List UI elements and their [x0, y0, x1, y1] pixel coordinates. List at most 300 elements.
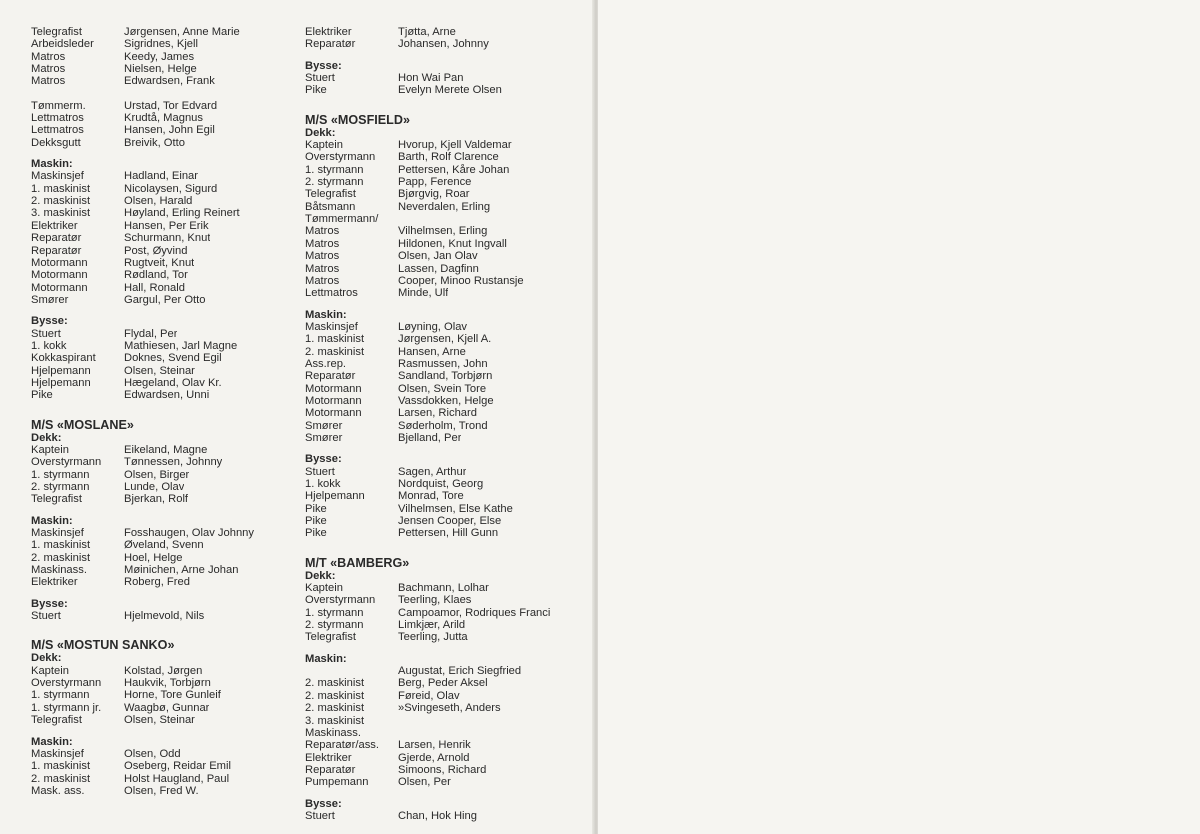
crew-row: [31, 195, 293, 207]
crew-row: [31, 377, 293, 389]
crew-row: [31, 137, 293, 149]
crew-role: Telegrafist: [305, 631, 356, 644]
crew-row: [31, 773, 293, 785]
crew-group: [31, 748, 293, 797]
crew-row: [305, 383, 590, 395]
crew-row: [305, 582, 590, 594]
crew-name: Larsen, Henrik: [398, 739, 471, 752]
crew-row: [31, 785, 293, 797]
crew-name: Oseberg, Reidar Emil: [124, 760, 231, 773]
crew-role: 1. styrmann: [31, 689, 90, 702]
crew-name: Olsen, Steinar: [124, 364, 195, 377]
crew-role: Stuert: [31, 327, 61, 340]
crew-row: [305, 176, 590, 188]
crew-row: [31, 665, 293, 677]
crew-row: [305, 72, 590, 84]
crew-row: [305, 370, 590, 382]
crew-row: [31, 245, 293, 257]
crew-name: Hildonen, Knut Ingvall: [398, 237, 507, 250]
crew-role: Motormann: [31, 269, 88, 282]
crew-role: Maskinass.: [31, 564, 87, 577]
crew-group: [31, 328, 293, 402]
crew-role: Matros: [31, 63, 66, 76]
crew-row: [305, 478, 590, 490]
crew-role: 2. maskinist: [305, 345, 365, 358]
department-heading: Bysse:: [31, 597, 68, 610]
crew-row: [31, 456, 293, 468]
crew-role: [305, 665, 398, 677]
crew-name: Breivik, Otto: [124, 136, 185, 149]
department-heading: Dekk:: [305, 126, 336, 139]
crew-role: Tømmerm.: [31, 99, 86, 112]
crew-name: Olsen, Fred W.: [124, 784, 199, 797]
crew-name: Høyland, Erling Reinert: [124, 207, 240, 220]
crew-group: [305, 26, 590, 51]
crew-role: Matros: [305, 262, 340, 275]
crew-row: [31, 170, 293, 182]
crew-row: [31, 539, 293, 551]
crew-role: Lettmatros: [31, 112, 84, 125]
crew-group: [305, 810, 590, 822]
crew-name: Vassdokken, Helge: [398, 394, 494, 407]
crew-name: Teerling, Klaes: [398, 594, 472, 607]
crew-name: Hansen, John Egil: [124, 124, 215, 137]
department-heading: Maskin:: [31, 514, 73, 527]
crew-name: Sagen, Arthur: [398, 465, 467, 478]
crew-role: Reparatør: [305, 370, 356, 383]
crew-name: Barth, Rolf Clarence: [398, 151, 499, 164]
crew-row: [305, 164, 590, 176]
crew-role: 2. maskinist: [305, 677, 365, 690]
crew-group: [31, 610, 293, 622]
department-heading: Maskin:: [31, 158, 73, 171]
crew-role: Reparatør: [305, 763, 356, 776]
crew-role: Smører: [305, 431, 343, 444]
crew-role: Smører: [31, 293, 69, 306]
crew-name: Hansen, Per Erik: [124, 219, 209, 232]
crew-role: Kaptein: [31, 664, 69, 677]
crew-row: [305, 739, 590, 751]
crew-name: Papp, Ference: [398, 176, 472, 189]
crew-name: Berg, Peder Aksel: [398, 677, 488, 690]
crew-row: [31, 112, 293, 124]
crew-name: Simoons, Richard: [398, 763, 487, 776]
crew-role: Tømmermann/: [305, 213, 379, 226]
crew-row: [31, 269, 293, 281]
crew-role: Hjelpemann: [31, 364, 91, 377]
crew-name: Keedy, James: [124, 50, 195, 63]
crew-name: Hansen, Arne: [398, 345, 466, 358]
department-heading: Dekk:: [305, 569, 336, 582]
crew-name: Schurmann, Knut: [124, 232, 211, 245]
crew-row: [31, 340, 293, 352]
crew-name: Horne, Tore Gunleif: [124, 689, 221, 702]
crew-role: Reparatør: [31, 244, 82, 257]
crew-name: Pettersen, Hill Gunn: [398, 527, 499, 540]
crew-role: 1. styrmann: [31, 468, 90, 481]
crew-row: [31, 75, 293, 87]
crew-name: Pettersen, Kåre Johan: [398, 163, 510, 176]
crew-role: Arbeidsleder: [31, 38, 94, 51]
crew-role: 1. maskinist: [31, 760, 91, 773]
crew-name: Hjelmevold, Nils: [124, 610, 205, 623]
crew-name: Doknes, Svend Egil: [124, 352, 222, 365]
crew-row: [31, 257, 293, 269]
crew-role: Overstyrmann: [305, 151, 376, 164]
crew-name: Monrad, Tore: [398, 490, 464, 503]
department-heading: Maskin:: [305, 652, 347, 665]
crew-name: Sigridnes, Kjell: [124, 38, 198, 51]
crew-row: [31, 328, 293, 340]
crew-name: Cooper, Minoo Rustansje: [398, 274, 524, 287]
crew-role: 1. maskinist: [305, 333, 365, 346]
crew-name: Minde, Ulf: [398, 287, 449, 300]
crew-row: [305, 764, 590, 776]
crew-role: Hjelpemann: [31, 376, 91, 389]
crew-row: [31, 352, 293, 364]
crew-row: [305, 139, 590, 151]
crew-role: 1. kokk: [31, 339, 67, 352]
crew-row: [31, 689, 293, 701]
crew-row: [31, 576, 293, 588]
crew-name: Urstad, Tor Edvard: [124, 99, 218, 112]
crew-name: Nordquist, Georg: [398, 478, 484, 490]
crew-role: Matros: [305, 237, 340, 250]
crew-row: [31, 38, 293, 50]
crew-row: [305, 727, 590, 739]
crew-name: Waagbø, Gunnar: [124, 701, 210, 714]
crew-role: 2. styrmann: [31, 481, 90, 493]
crew-name: Tjøtta, Arne: [398, 26, 456, 38]
crew-role: Motormann: [31, 281, 88, 294]
crew-name: Føreid, Olav: [398, 689, 460, 702]
crew-group: [305, 582, 590, 644]
crew-row: [305, 594, 590, 606]
crew-role: Telegrafist: [31, 493, 82, 506]
crew-name: Limkjær, Arild: [398, 619, 466, 632]
crew-name: Tønnessen, Johnny: [124, 456, 223, 469]
crew-name: Bachmann, Lolhar: [398, 582, 489, 595]
crew-role: Maskinsjef: [31, 747, 84, 760]
crew-role: Båtsmann: [305, 200, 356, 213]
crew-row: [305, 188, 590, 200]
crew-group: [31, 527, 293, 589]
crew-role: Reparatør: [31, 232, 82, 245]
crew-name: Post, Øyvind: [124, 244, 188, 257]
crew-name: Rasmussen, John: [398, 357, 488, 370]
crew-role: Hjelpemann: [305, 490, 365, 503]
crew-row: [31, 220, 293, 232]
crew-row: [31, 365, 293, 377]
crew-name: Evelyn Merete Olsen: [398, 84, 502, 97]
crew-row: [305, 38, 590, 50]
crew-role: Matros: [31, 50, 66, 63]
crew-name: Olsen, Jan Olav: [398, 250, 478, 263]
crew-role: Overstyrmann: [305, 594, 376, 607]
crew-role: Telegrafist: [31, 26, 82, 38]
crew-name: Roberg, Fred: [124, 576, 190, 589]
crew-name: Møinichen, Arne Johan: [124, 564, 239, 577]
crew-row: [31, 527, 293, 539]
crew-row: [305, 151, 590, 163]
crew-name: Sandland, Torbjørn: [398, 370, 493, 383]
crew-name: Bjelland, Per: [398, 431, 462, 444]
crew-role: Motormann: [305, 394, 362, 407]
crew-column-1: [31, 26, 293, 797]
crew-role: Pike: [305, 527, 327, 540]
crew-role: 2. maskinist: [31, 772, 91, 785]
crew-role: Elektriker: [31, 219, 78, 232]
crew-name: Rødland, Tor: [124, 269, 188, 282]
crew-name: Eikeland, Magne: [124, 443, 208, 456]
crew-name: Fosshaugen, Olav Johnny: [124, 527, 254, 540]
crew-name: Bjerkan, Rolf: [124, 493, 189, 506]
crew-role: Smører: [305, 419, 343, 432]
crew-row: [305, 607, 590, 619]
crew-role: Matros: [31, 75, 66, 88]
crew-row: [305, 287, 590, 299]
crew-role: Kaptein: [305, 582, 343, 595]
crew-role: Pike: [305, 502, 327, 515]
crew-row: [31, 100, 293, 112]
crew-role: Dekksgutt: [31, 136, 81, 149]
crew-role: Elektriker: [305, 26, 352, 38]
crew-row: [305, 213, 590, 225]
crew-name: Søderholm, Trond: [398, 419, 488, 432]
crew-name: Haukvik, Torbjørn: [124, 677, 211, 690]
crew-row: [305, 631, 590, 643]
crew-role: Elektriker: [31, 576, 78, 589]
crew-row: [305, 677, 590, 689]
crew-group: [31, 170, 293, 306]
crew-role: 3. maskinist: [305, 714, 365, 727]
crew-row: [31, 51, 293, 63]
crew-row: [305, 407, 590, 419]
department-heading: Dekk:: [31, 652, 62, 665]
crew-role: 2. maskinist: [305, 689, 365, 702]
ship-title: M/S «MOSTUN SANKO»: [31, 638, 175, 653]
crew-row: [305, 395, 590, 407]
crew-row: [305, 690, 590, 702]
crew-name: Hall, Ronald: [124, 281, 185, 294]
crew-name: Hon Wai Pan: [398, 72, 464, 85]
department-heading: Bysse:: [305, 797, 342, 810]
crew-role: 2. maskinist: [31, 195, 91, 208]
crew-group: [31, 444, 293, 506]
crew-name: Lunde, Olav: [124, 481, 185, 493]
crew-role: Motormann: [305, 407, 362, 420]
crew-row: [305, 665, 590, 677]
crew-role: Matros: [305, 250, 340, 263]
crew-name: Teerling, Jutta: [398, 631, 468, 644]
crew-role: Elektriker: [305, 751, 352, 764]
crew-name: Olsen, Svein Tore: [398, 382, 487, 395]
crew-name: Olsen, Odd: [124, 747, 181, 760]
crew-role: Pike: [305, 515, 327, 528]
crew-row: [31, 702, 293, 714]
crew-group: [305, 139, 590, 299]
crew-name: Løyning, Olav: [398, 320, 468, 333]
crew-name: Vilhelmsen, Else Kathe: [398, 502, 513, 515]
crew-name: Bjørgvig, Roar: [398, 188, 470, 201]
crew-row: [31, 552, 293, 564]
department-heading: Bysse:: [305, 453, 342, 466]
department-heading: Maskin:: [31, 735, 73, 748]
crew-role: 3. maskinist: [31, 207, 91, 220]
crew-name: Jørgensen, Anne Marie: [124, 26, 240, 38]
crew-name: Olsen, Per: [398, 776, 451, 789]
crew-group: [31, 100, 293, 149]
crew-role: Motormann: [305, 382, 362, 395]
crew-row: [305, 503, 590, 515]
crew-row: [31, 183, 293, 195]
crew-group: [305, 321, 590, 444]
crew-role: Telegrafist: [31, 714, 82, 727]
crew-name: Campoamor, Rodriques Franci: [398, 606, 551, 619]
crew-name: Kolstad, Jørgen: [124, 664, 203, 677]
left-page: [0, 0, 596, 834]
crew-row: [305, 702, 590, 714]
crew-role: 2. styrmann: [305, 176, 364, 189]
crew-role: Stuert: [31, 610, 61, 623]
crew-row: [305, 810, 590, 822]
crew-role: Matros: [305, 274, 340, 287]
crew-name: Lassen, Dagfinn: [398, 262, 479, 275]
crew-row: [305, 346, 590, 358]
crew-role: Kokkaspirant: [31, 352, 96, 365]
crew-role: Pike: [305, 84, 327, 97]
crew-role: Overstyrmann: [31, 456, 102, 469]
crew-role: Overstyrmann: [31, 677, 102, 690]
crew-name: Øveland, Svenn: [124, 539, 204, 552]
crew-row: [305, 752, 590, 764]
ship-title: M/S «MOSFIELD»: [305, 112, 410, 127]
crew-row: [305, 250, 590, 262]
crew-name: Olsen, Steinar: [124, 714, 195, 727]
crew-name: Jensen Cooper, Else: [398, 515, 502, 528]
crew-name: Augustat, Erich Siegfried: [398, 665, 522, 678]
crew-name: Olsen, Birger: [124, 468, 190, 481]
crew-row: [31, 124, 293, 136]
department-heading: Dekk:: [31, 431, 62, 444]
crew-role: Pike: [31, 389, 53, 402]
crew-role: 1. maskinist: [31, 182, 91, 195]
crew-role: Mask. ass.: [31, 784, 85, 797]
crew-role: Stuert: [305, 809, 335, 822]
crew-name: Hoel, Helge: [124, 551, 183, 564]
crew-name: Krudtå, Magnus: [124, 112, 203, 125]
crew-row: [31, 564, 293, 576]
crew-row: [31, 26, 293, 38]
crew-row: [31, 294, 293, 306]
crew-group: [305, 72, 590, 97]
crew-row: [305, 358, 590, 370]
crew-row: [305, 490, 590, 502]
crew-group: [305, 665, 590, 788]
crew-group: [31, 26, 293, 88]
crew-role: 2. maskinist: [305, 702, 365, 715]
crew-row: [305, 321, 590, 333]
crew-role: Stuert: [305, 72, 335, 85]
crew-role: 2. maskinist: [31, 551, 91, 564]
crew-name: Gargul, Per Otto: [124, 293, 206, 306]
crew-name: Chan, Hok Hing: [398, 809, 477, 822]
crew-name: Rugtveit, Knut: [124, 256, 195, 269]
crew-row: [305, 263, 590, 275]
crew-name: Hvorup, Kjell Valdemar: [398, 139, 512, 152]
crew-role: Kaptein: [305, 139, 343, 152]
crew-name: Holst Haugland, Paul: [124, 772, 230, 785]
crew-row: [305, 466, 590, 478]
crew-role: 1. styrmann jr.: [31, 701, 102, 714]
crew-role: Reparatør/ass.: [305, 739, 379, 752]
crew-name: Nielsen, Helge: [124, 63, 197, 76]
crew-name: Vilhelmsen, Erling: [398, 225, 488, 238]
crew-row: [31, 207, 293, 219]
crew-role: 1. maskinist: [31, 539, 91, 552]
crew-row: [31, 481, 293, 493]
crew-name: Edwardsen, Unni: [124, 389, 210, 402]
crew-row: [31, 677, 293, 689]
crew-role: 1. styrmann: [305, 606, 364, 619]
crew-role: Stuert: [305, 465, 335, 478]
crew-row: [31, 63, 293, 75]
crew-role: Maskinsjef: [305, 320, 358, 333]
crew-group: [31, 665, 293, 727]
crew-row: [305, 432, 590, 444]
crew-row: [305, 84, 590, 96]
crew-name: Gjerde, Arnold: [398, 751, 470, 764]
crew-column-2: [305, 26, 590, 822]
crew-name: Jørgensen, Kjell A.: [398, 333, 492, 346]
crew-row: [31, 714, 293, 726]
crew-role: Matros: [305, 225, 340, 238]
crew-name: Hægeland, Olav Kr.: [124, 376, 222, 389]
crew-role: Maskinsjef: [31, 527, 84, 540]
crew-row: [305, 715, 590, 727]
crew-role: 1. styrmann: [305, 163, 364, 176]
crew-role: Motormann: [31, 256, 88, 269]
crew-row: [305, 238, 590, 250]
crew-role: Pumpemann: [305, 776, 369, 789]
crew-role: 1. kokk: [305, 478, 341, 490]
crew-row: [31, 493, 293, 505]
crew-role: Ass.rep.: [305, 357, 347, 370]
crew-row: [305, 619, 590, 631]
crew-name: Edwardsen, Frank: [124, 75, 215, 88]
crew-name: Larsen, Richard: [398, 407, 477, 420]
crew-name: Flydal, Per: [124, 327, 178, 340]
crew-name: Johansen, Johnny: [398, 38, 489, 51]
crew-row: [305, 333, 590, 345]
crew-row: [31, 444, 293, 456]
ship-title: M/T «BAMBERG»: [305, 555, 410, 570]
crew-row: [305, 420, 590, 432]
crew-row: [305, 527, 590, 539]
crew-role: Maskinsjef: [31, 170, 84, 183]
crew-role: Maskinass.: [305, 726, 361, 739]
crew-row: [31, 760, 293, 772]
crew-row: [31, 232, 293, 244]
crew-role: Kaptein: [31, 443, 69, 456]
crew-role: Telegrafist: [305, 188, 356, 201]
department-heading: Maskin:: [305, 308, 347, 321]
crew-row: [305, 776, 590, 788]
right-page-blank: [598, 0, 1200, 834]
crew-row: [31, 610, 293, 622]
crew-row: [305, 225, 590, 237]
crew-row: [31, 282, 293, 294]
